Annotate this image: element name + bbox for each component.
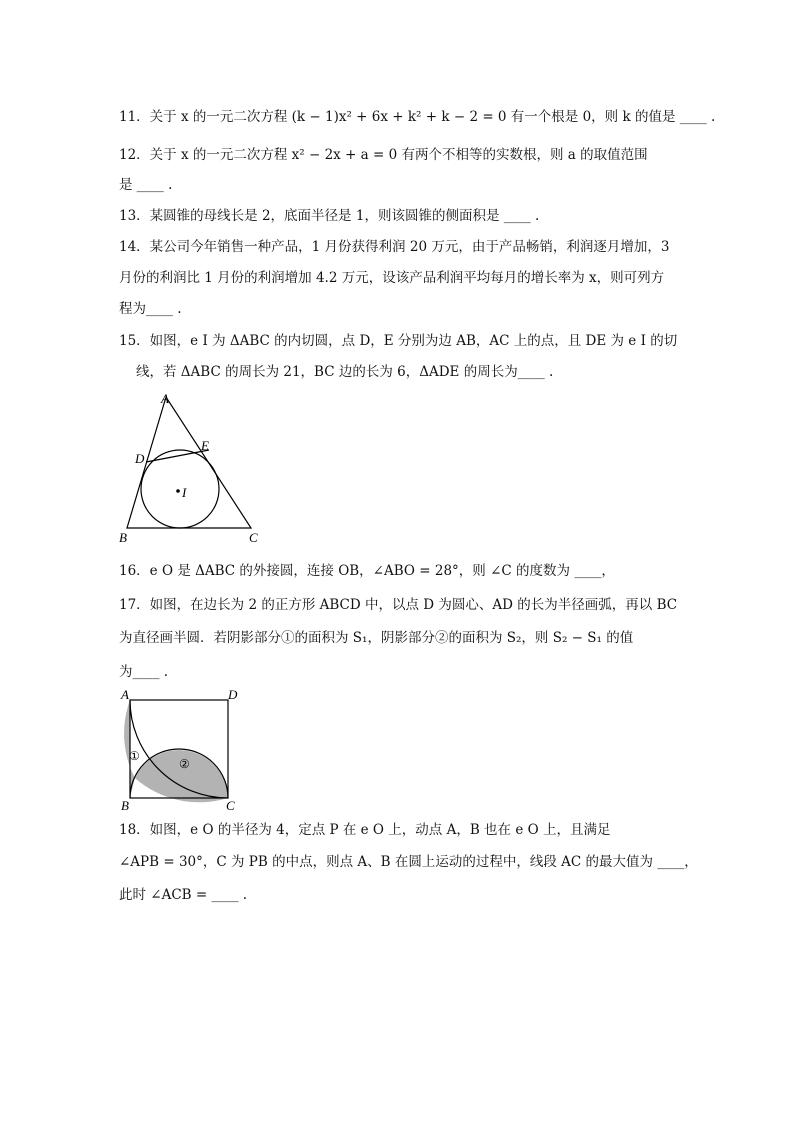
label-b: B bbox=[121, 798, 129, 813]
label-b: B bbox=[119, 530, 127, 545]
label-i: I bbox=[182, 485, 187, 500]
tangent-de bbox=[146, 450, 209, 462]
label-d: D bbox=[135, 451, 145, 466]
question-17-line-3: 为____ . bbox=[119, 664, 169, 680]
question-14-line-2: 月份的利润比 1 月份的利润增加 4.2 万元，设该产品利润平均每月的增长率为 x，则可列方 bbox=[119, 270, 665, 286]
question-14-line-1: 14．某公司今年销售一种产品，1 月份获得利润 20 万元，由于产品畅销，利润逐月增加，3 bbox=[119, 239, 670, 255]
question-18-line-2: ∠APB = 30°，C 为 PB 的中点，则点 A、B 在圆上运动的过程中，线段 AC 的最大值为 ____， bbox=[119, 854, 698, 870]
question-14-line-3: 程为____ . bbox=[119, 301, 182, 317]
question-18-line-3: 此时 ∠ACB = ____ . bbox=[119, 887, 248, 903]
region-2-label: ② bbox=[179, 757, 190, 771]
question-18-line-1: 18．如图，e O 的半径为 4，定点 P 在 e O 上，动点 A，B 也在 e O 上，且满足 bbox=[119, 822, 611, 838]
label-a: A bbox=[121, 687, 129, 702]
question-15-line-2: 线，若 ΔABC 的周长为 21，BC 边的长为 6，ΔADE 的周长为____ . bbox=[136, 364, 554, 380]
question-16-line-1: 16．e O 是 ΔABC 的外接圆，连接 OB，∠ABO = 28°，则 ∠C 的度数为 ____， bbox=[119, 563, 615, 579]
region-1-label: ① bbox=[129, 749, 140, 763]
question-12-line-2: 是 ____ . bbox=[119, 177, 173, 193]
question-12-line-1: 12．关于 x 的一元二次方程 x² − 2x + a = 0 有两个不相等的实数根，则 a 的取值范围 bbox=[119, 147, 648, 163]
label-d: D bbox=[228, 687, 238, 702]
question-13-line-1: 13．某圆锥的母线长是 2，底面半径是 1，则该圆锥的侧面积是 ____ . bbox=[119, 208, 540, 224]
question-15-line-1: 15．如图，e I 为 ΔABC 的内切圆，点 D，E 分别为边 AB，AC 上的点，且 DE 为 e I 的切 bbox=[119, 333, 678, 349]
question-17-line-1: 17．如图，在边长为 2 的正方形 ABCD 中，以点 D 为圆心、AD 的长为半径画弧，再以 BC bbox=[119, 597, 678, 613]
label-c: C bbox=[249, 530, 258, 545]
center-point-i bbox=[176, 489, 180, 493]
label-e: E bbox=[201, 438, 209, 453]
square-arc-figure bbox=[115, 685, 245, 813]
label-c: C bbox=[226, 798, 235, 813]
incircle bbox=[141, 450, 219, 528]
question-11-line-1: 11．关于 x 的一元二次方程 (k − 1)x² + 6x + k² + k − 2 = 0 有一个根是 0，则 k 的值是 ____ . bbox=[119, 109, 716, 125]
triangle-incircle-figure bbox=[110, 385, 280, 550]
question-17-line-2: 为直径画半圆．若阴影部分①的面积为 S₁，阴影部分②的面积为 S₂，则 S₂ − S₁ 的值 bbox=[119, 630, 634, 646]
label-a: A bbox=[161, 391, 169, 406]
